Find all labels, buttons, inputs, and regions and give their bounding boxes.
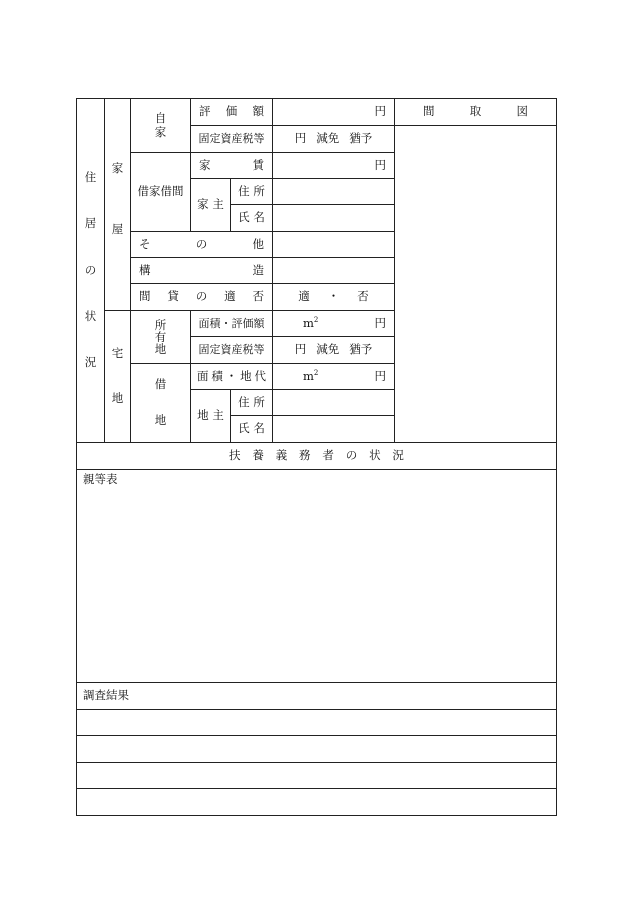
rent-field[interactable]: 円 [272,152,394,178]
landowner-label: 地 主 [190,389,230,442]
leased-land-label: 借 地 [130,363,190,442]
sublet-suitability-choice[interactable]: 適 ・ 否 [272,283,394,310]
rental-label: 借家借間 [130,152,190,231]
area-land-rent-field[interactable]: $m^2$ 円 [272,363,394,389]
house-label: 家 屋 [104,98,130,310]
assessed-value-field[interactable]: 円 [272,98,394,125]
area-land-rent-label: 面 積 ・ 地 代 [190,363,272,389]
form-border [76,98,557,816]
own-home-label: 自 家 [130,98,190,152]
investigation-result-label: 調査結果 [76,682,556,709]
owned-land-label: 所 有 地 [130,310,190,363]
floor-plan-label: 間 取 図 [394,98,556,125]
landlord-label: 家 主 [190,178,230,231]
landlord-address-label: 住 所 [230,178,272,204]
residential-land-label: 宅 地 [104,310,130,442]
land-fixed-asset-tax-field[interactable]: 円 減免 猶予 [272,336,394,363]
structure-label: 構 造 [130,257,272,283]
area-assessed-value-field[interactable]: $m^2$ 円 [272,310,394,336]
landlord-name-label: 氏 名 [230,204,272,231]
kinship-table-label: 親等表 [83,472,118,486]
area-assessed-value-label: 面積・評価額 [190,310,272,336]
fixed-asset-tax-field[interactable]: 円 減免 猶予 [272,125,394,152]
land-fixed-asset-tax-label: 固定資産税等 [190,336,272,363]
support-obligors-title: 扶 養 義 務 者 の 状 況 [76,442,556,469]
landowner-name-label: 氏 名 [230,415,272,442]
other-label: そ の 他 [130,231,272,257]
rent-label: 家 賃 [190,152,272,178]
assessed-value-label: 評 価 額 [190,98,272,125]
residence-status-label: 住 居 の 状 況 [76,98,104,442]
fixed-asset-tax-label: 固定資産税等 [190,125,272,152]
sublet-suitability-label: 間 貸 の 適 否 [130,283,272,310]
landowner-address-label: 住 所 [230,389,272,415]
